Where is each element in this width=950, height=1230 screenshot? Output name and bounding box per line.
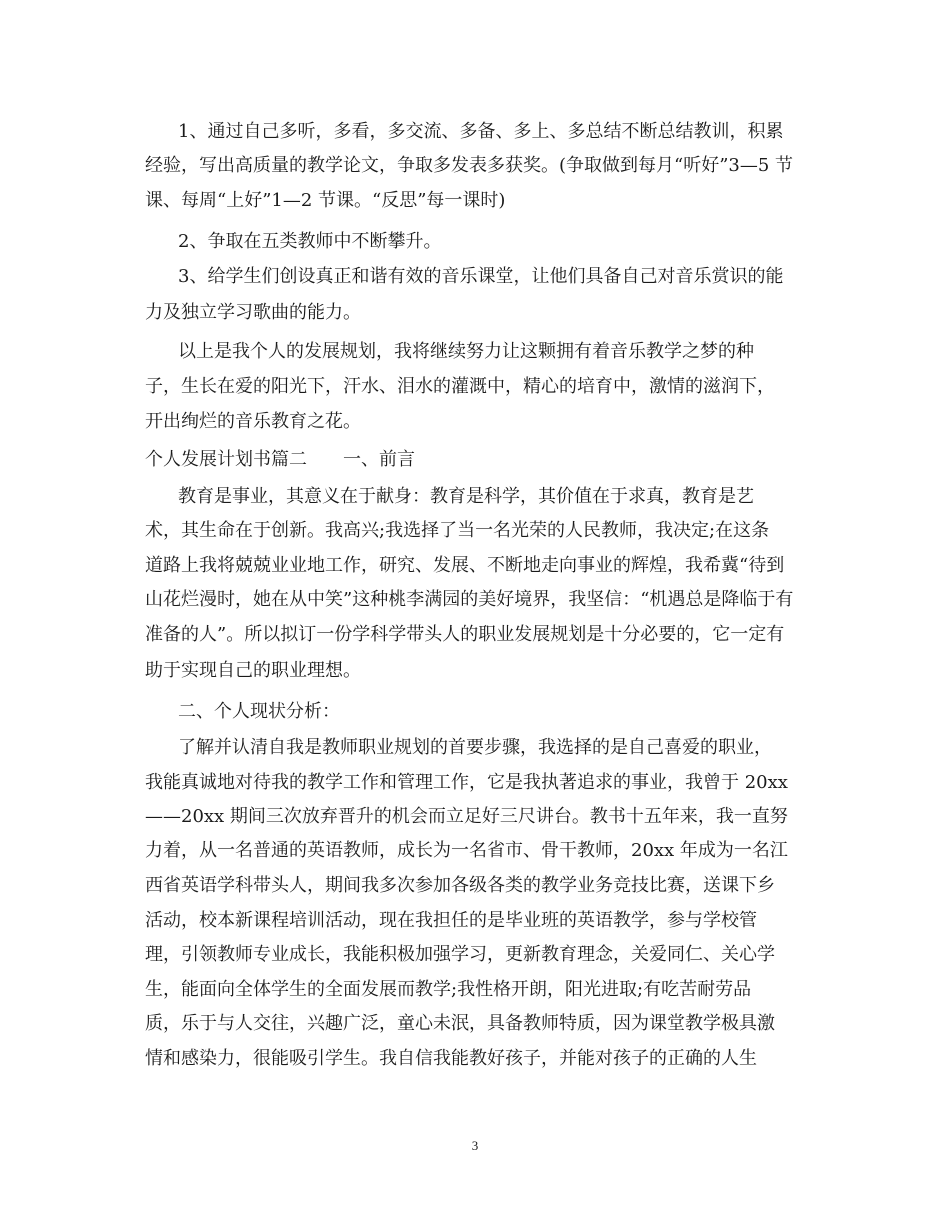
text-line: ——20xx 期间三次放弃晋升的机会而立足好三尺讲台。教书十五年来，我一直努 — [145, 806, 788, 827]
text-line: 1、通过自己多听，多看，多交流、多备、多上、多总结不断总结教训，积累 — [178, 121, 784, 142]
text-line: 术，其生命在于创新。我高兴;我选择了当一名光荣的人民教师，我决定;在这条 — [145, 520, 770, 541]
text-line: 生，能面向全体学生的全面发展而教学;我性格开朗，阳光进取;有吃苦耐劳品 — [145, 979, 752, 1000]
text-line: 质，乐于与人交往，兴趣广泛，童心未泯，具备教师特质，因为课堂教学极具激 — [145, 1013, 775, 1034]
text-line: 理，引领教师专业成长，我能积极加强学习，更新教育理念，关爱同仁、关心学 — [145, 944, 775, 965]
text-line: 了解并认清自我是教师职业规划的首要步骤，我选择的是自己喜爱的职业， — [178, 737, 772, 758]
text-line: 力及独立学习歌曲的能力。 — [145, 302, 361, 323]
text-line: 我能真诚地对待我的教学工作和管理工作，它是我执著追求的事业，我曾于 20xx — [145, 772, 788, 793]
text-line: 助于实现自己的职业理想。 — [145, 660, 361, 681]
text-line: 子，生长在爱的阳光下，汗水、泪水的灌溉中，精心的培育中，激情的滋润下， — [145, 376, 775, 397]
text-line: 西省英语学科带头人，期间我多次参加各级各类的教学业务竞技比赛，送课下乡 — [145, 875, 775, 896]
text-line: 准备的人”。所以拟订一份学科学带头人的职业发展规划是十分必要的，它一定有 — [145, 624, 785, 645]
text-line: 课、每周“上好”1—2 节课。“反思”每一课时) — [145, 190, 506, 211]
page-number: 3 — [471, 1138, 479, 1153]
text-line: 经验，写出高质量的教学论文，争取多发表多获奖。(争取做到每月“听好”3—5 节 — [145, 155, 794, 176]
section-heading: 个人发展计划书篇二 一、前言 — [145, 449, 415, 470]
text-line: 山花烂漫时，她在从中笑”这种桃李满园的美好境界，我坚信：“机遇总是降临于有 — [145, 589, 794, 610]
text-line: 2、争取在五类教师中不断攀升。 — [178, 231, 442, 252]
text-line: 道路上我将兢兢业业地工作，研究、发展、不断地走向事业的辉煌，我希冀“待到 — [145, 555, 785, 576]
text-line: 情和感染力，很能吸引学生。我自信我能教好孩子，并能对孩子的正确的人生 — [145, 1048, 757, 1069]
text-line: 以上是我个人的发展规划，我将继续努力让这颗拥有着音乐教学之梦的种 — [178, 341, 754, 362]
text-line: 力着，从一名普通的英语教师，成长为一名省市、骨干教师，20xx 年成为一名江 — [145, 840, 788, 861]
text-line: 活动，校本新课程培训活动，现在我担任的是毕业班的英语教学，参与学校管 — [145, 910, 757, 931]
text-line: 3、给学生们创设真正和谐有效的音乐课堂，让他们具备自己对音乐赏识的能 — [178, 266, 784, 287]
text-line: 教育是事业，其意义在于献身：教育是科学，其价值在于求真，教育是艺 — [178, 486, 754, 507]
section-heading: 二、个人现状分析： — [178, 701, 340, 722]
text-line: 开出绚烂的音乐教育之花。 — [145, 411, 361, 432]
